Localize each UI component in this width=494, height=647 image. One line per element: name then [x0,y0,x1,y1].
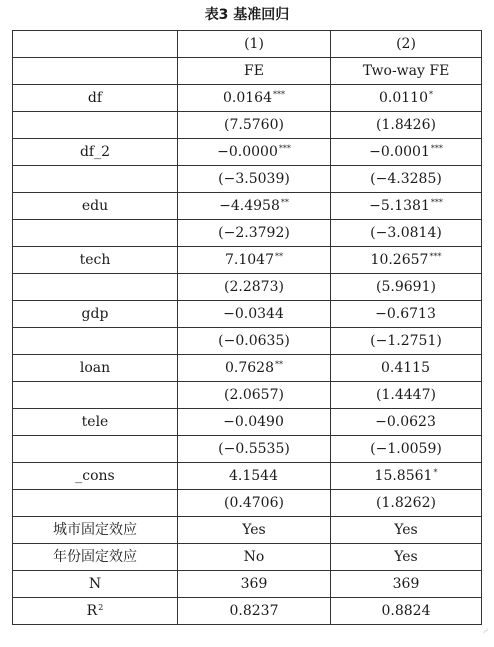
coef-value: −0.0623 [375,414,436,430]
empty-cell [13,220,178,247]
tstat-cell-col1: (2.2873) [178,274,331,301]
tstat-row [13,274,482,301]
table-caption: 表3 基准回归 [204,7,290,23]
tstat-cell-col2: (−1.0059) [331,436,482,463]
watermark: ~ [479,624,493,639]
tstat-cell-col1: (−3.5039) [178,166,331,193]
header-empty-cell [13,31,178,58]
tstat-cell-col2: (−3.0814) [331,220,482,247]
coef-cell-col1 [178,355,331,382]
footer-value-col2: 369 [331,571,482,598]
coef-row [13,355,482,382]
tstat-row [13,220,482,247]
significance-stars: *** [430,198,443,207]
empty-cell [13,112,178,139]
coef-value: 10.2657 [370,252,429,268]
coef-cell-col1 [178,193,331,220]
coef-row [13,247,482,274]
tstat-cell-col2: (1.8262) [331,490,482,517]
regression-table [12,30,482,625]
coef-row [13,301,482,328]
coef-cell-col2 [331,247,482,274]
footer-value-col1: 369 [178,571,331,598]
footer-value-col2: Yes [331,517,482,544]
coef-row [13,85,482,112]
variable-name: gdp [13,301,178,328]
significance-stars: ** [275,252,283,261]
significance-stars: *** [429,252,442,261]
tstat-row [13,436,482,463]
coef-cell-col2 [331,85,482,112]
coef-value: 0.7628 [225,360,274,376]
tstat-row [13,490,482,517]
footer-value-col2: 0.8824 [331,598,482,625]
coef-value: −0.6713 [375,306,436,322]
coef-cell-col1 [178,301,331,328]
variable-name: edu [13,193,178,220]
empty-cell [13,490,178,517]
header-row-numbers [13,31,482,58]
footer-label-cell [13,598,178,625]
variable-name: tele [13,409,178,436]
footer-row [13,544,482,571]
coef-value: 15.8561 [374,468,433,484]
header-col1-number: (1) [178,31,331,58]
coef-row [13,139,482,166]
coef-value: −0.0490 [223,414,284,430]
coef-cell-col1 [178,247,331,274]
tstat-cell-col1: (−2.3792) [178,220,331,247]
tstat-cell-col2: (1.4447) [331,382,482,409]
coef-row [13,409,482,436]
coef-cell-col1 [178,409,331,436]
significance-stars: ** [280,198,289,207]
footer-label-cell [13,544,178,571]
empty-cell [13,274,178,301]
tstat-cell-col2: (5.9691) [331,274,482,301]
variable-name: loan [13,355,178,382]
coef-cell-col2 [331,409,482,436]
footer-row [13,571,482,598]
significance-stars: *** [273,90,285,99]
significance-stars: *** [430,144,443,153]
coef-value: −0.0000 [217,144,278,160]
coef-cell-col2 [331,463,482,490]
variable-name: _cons [13,463,178,490]
tstat-cell-col2: (−4.3285) [331,166,482,193]
footer-label-cell [13,571,178,598]
variable-name: tech [13,247,178,274]
coef-row [13,193,482,220]
footer-label-cell [13,517,178,544]
significance-stars: *** [278,144,291,153]
footer-label: 城市固定效应 [53,522,137,538]
coef-cell-col2 [331,139,482,166]
coef-value: −0.0344 [223,306,284,322]
variable-name: df [13,85,178,112]
coef-value: −4.4958 [219,198,280,214]
tstat-cell-col2: (1.8426) [331,112,482,139]
header-col1-name: FE [178,58,331,85]
tstat-cell-col1: (0.4706) [178,490,331,517]
significance-stars: * [433,468,438,477]
tstat-cell-col1: (−0.5535) [178,436,331,463]
coef-cell-col1 [178,85,331,112]
coef-value: 4.1544 [229,468,278,484]
footer-label: N [88,576,102,592]
coef-value: 0.0110 [379,90,428,106]
header-row-names [13,58,482,85]
footer-value-col2: Yes [331,544,482,571]
table-body [13,31,482,625]
coef-cell-col2 [331,301,482,328]
coef-cell-col1 [178,463,331,490]
significance-stars: ** [275,360,283,369]
tstat-row [13,328,482,355]
coef-value: 0.0164 [223,90,272,106]
empty-cell [13,328,178,355]
coef-value: 0.4115 [381,360,430,376]
coef-row [13,463,482,490]
footer-label-superscript: 2 [98,603,104,612]
significance-stars: * [429,90,433,99]
coef-value: 7.1047 [225,252,274,268]
tstat-row [13,166,482,193]
footer-row [13,517,482,544]
footer-row [13,598,482,625]
empty-cell [13,382,178,409]
variable-name: df_2 [13,139,178,166]
coef-value: −5.1381 [369,198,430,214]
tstat-cell-col1: (7.5760) [178,112,331,139]
tstat-cell-col2: (−1.2751) [331,328,482,355]
coef-cell-col1 [178,139,331,166]
coef-value: −0.0001 [369,144,430,160]
footer-value-col1: 0.8237 [178,598,331,625]
tstat-cell-col1: (2.0657) [178,382,331,409]
footer-value-col1: No [178,544,331,571]
tstat-row [13,382,482,409]
footer-label: 年份固定效应 [53,549,137,565]
header-col2-number: (2) [331,31,482,58]
empty-cell [13,166,178,193]
empty-cell [13,436,178,463]
tstat-cell-col1: (−0.0635) [178,328,331,355]
coef-cell-col2 [331,355,482,382]
header-empty-cell [13,58,178,85]
footer-value-col1: Yes [178,517,331,544]
header-col2-name: Two-way FE [331,58,482,85]
tstat-row [13,112,482,139]
footer-label: R [86,603,98,619]
coef-cell-col2 [331,193,482,220]
